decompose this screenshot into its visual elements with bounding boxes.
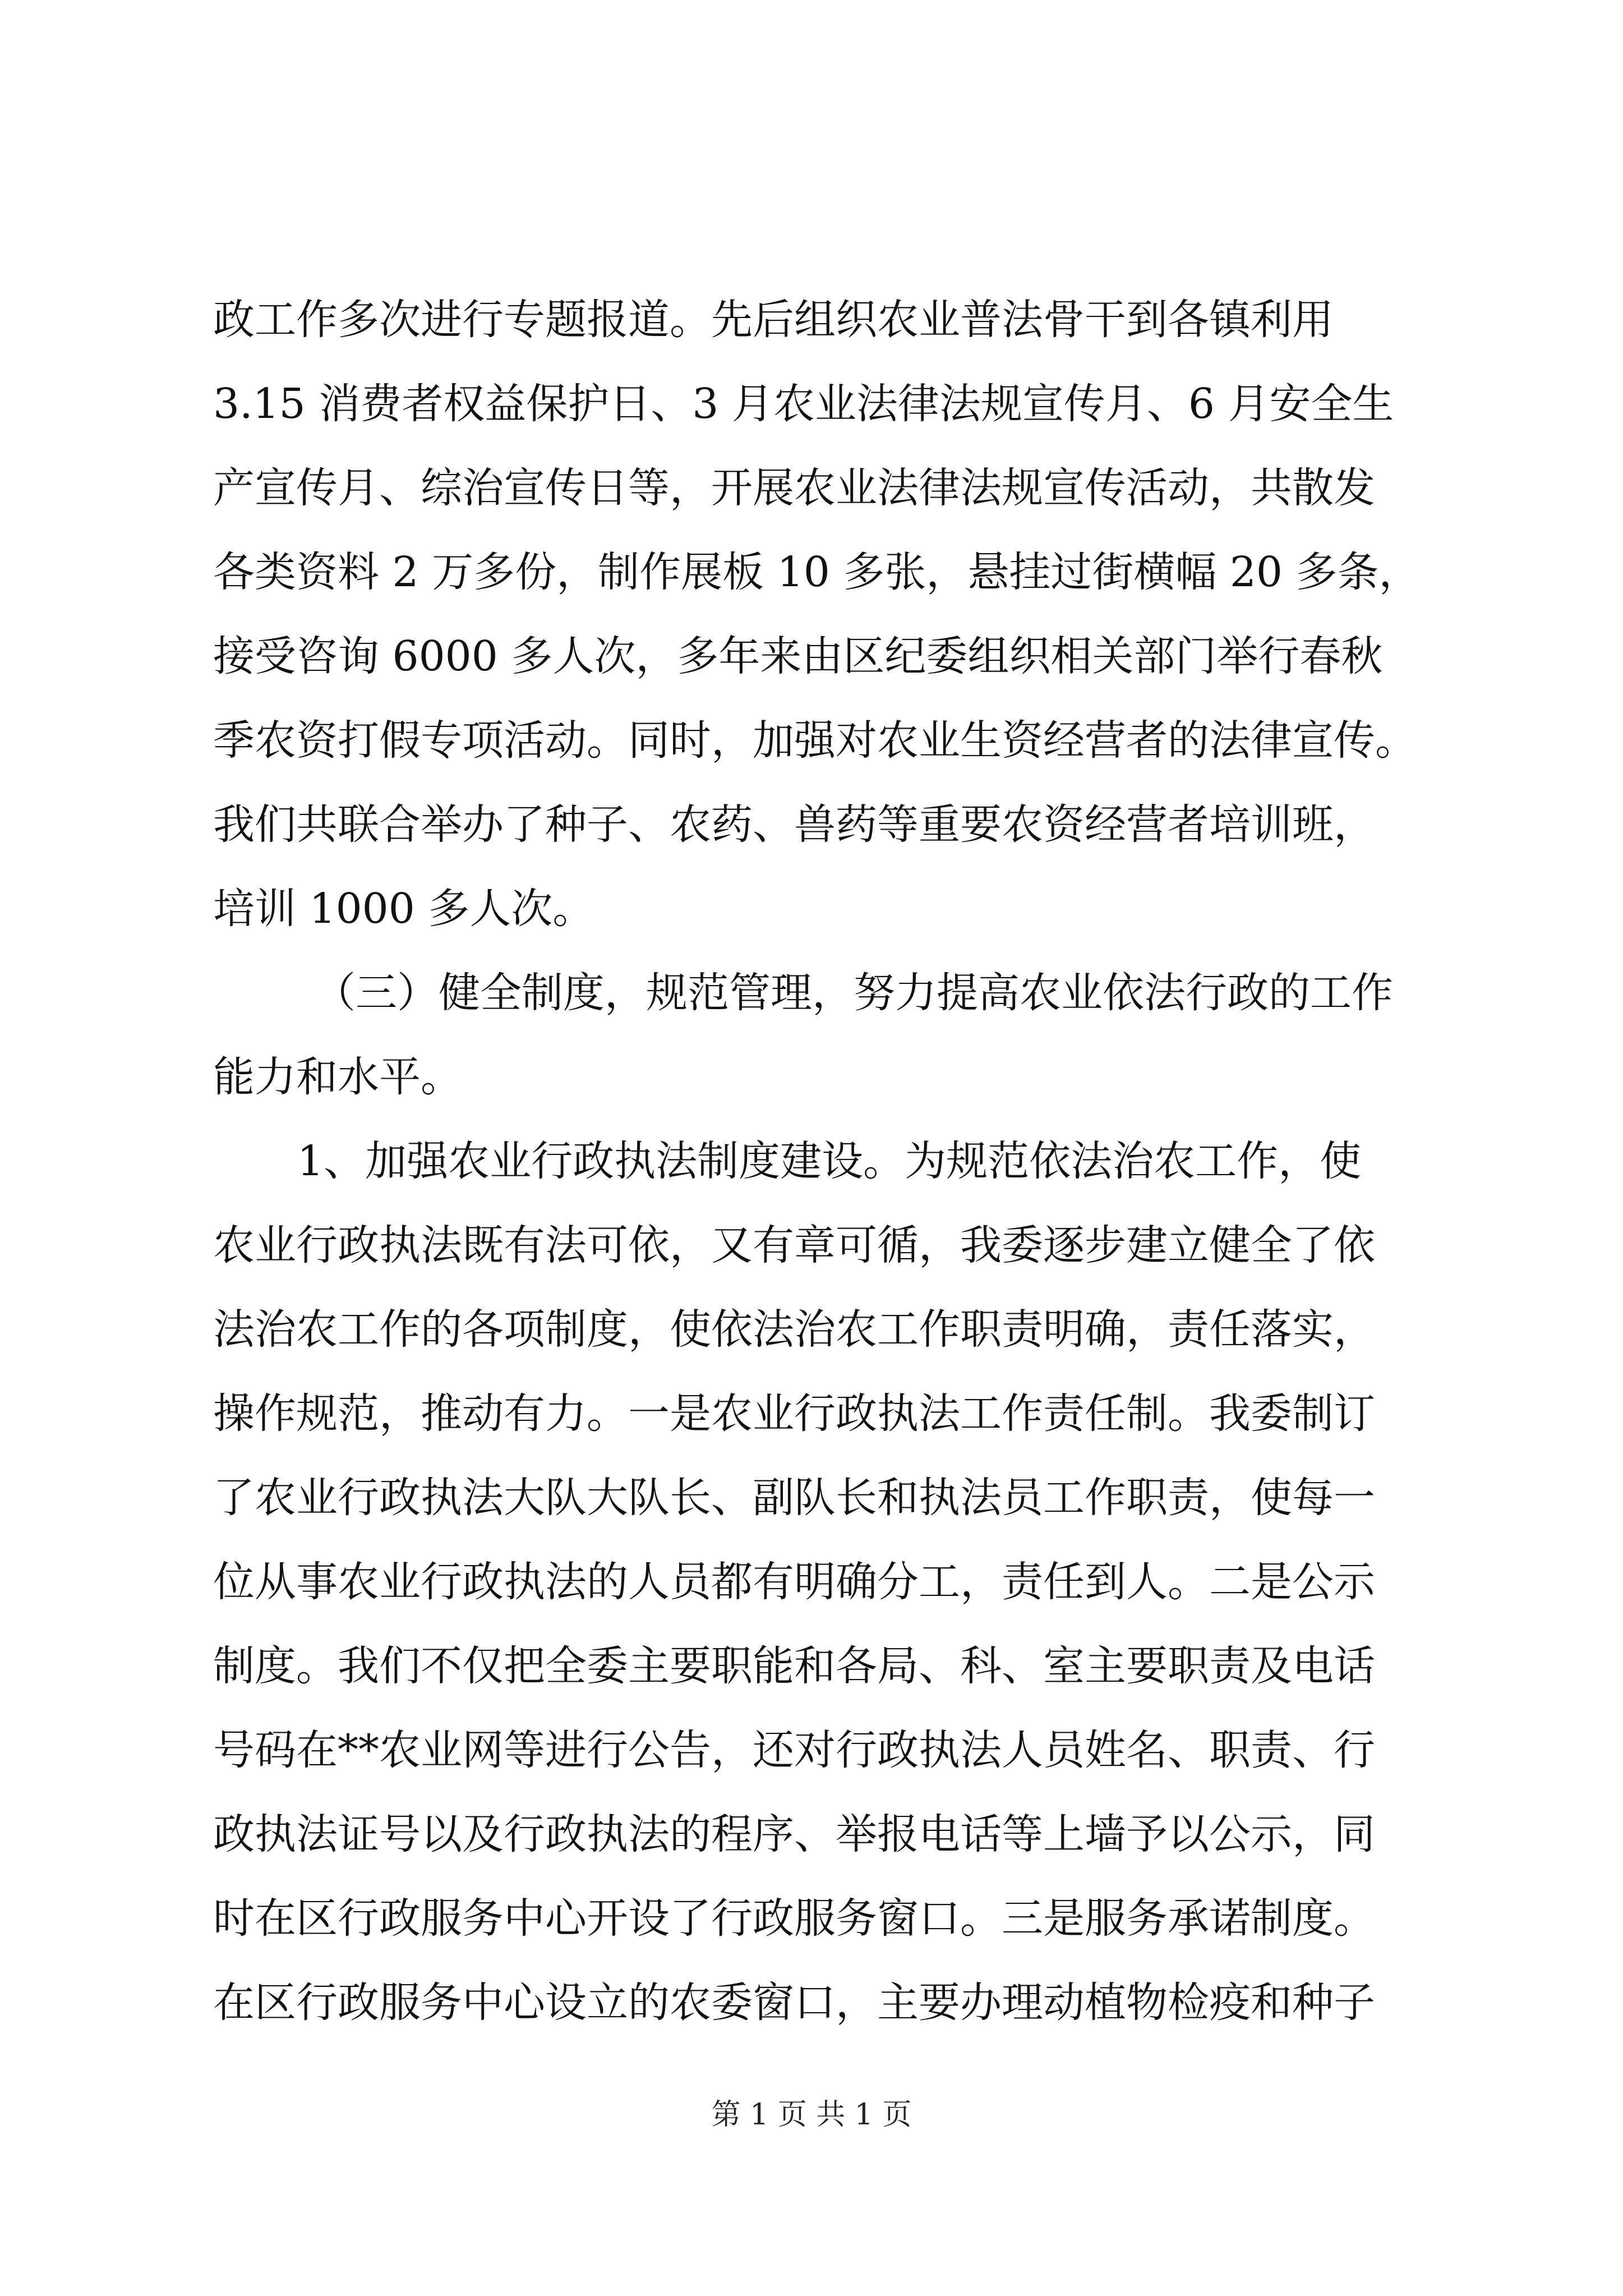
text-line: 时在区行政服务中心开设了行政服务窗口。三是服务承诺制度。 [213, 1894, 1375, 1943]
text-line: 位从事农业行政执法的人员都有明确分工，责任到人。二是公示 [213, 1558, 1375, 1606]
text-line: 3.15 消费者权益保护日、3 月农业法律法规宣传月、6 月安全生 [213, 380, 1394, 428]
text-line: 农业行政执法既有法可依，又有章可循，我委逐步建立健全了依 [213, 1221, 1375, 1269]
text-line: 法治农工作的各项制度，使依法治农工作职责明确，责任落实， [213, 1305, 1375, 1354]
text-line: 政执法证号以及行政执法的程序、举报电话等上墙予以公示，同 [213, 1810, 1375, 1858]
text-line: 制度。我们不仅把全委主要职能和各局、科、室主要职责及电话 [213, 1642, 1375, 1690]
section-heading-line: （三）健全制度，规范管理，努力提高农业依法行政的工作 [314, 969, 1393, 1017]
section-heading-line: 能力和水平。 [213, 1053, 462, 1101]
paragraph-first-line: 1、加强农业行政执法制度建设。为规范依法治农工作，使 [297, 1137, 1362, 1185]
text-line: 各类资料 2 万多份，制作展板 10 多张，悬挂过街横幅 20 多条， [213, 548, 1421, 596]
text-line: 培训 1000 多人次。 [213, 885, 594, 933]
page-number-footer: 第 1 页 共 1 页 [711, 2098, 912, 2132]
text-line: 了农业行政执法大队大队长、副队长和执法员工作职责，使每一 [213, 1474, 1375, 1522]
text-line: 政工作多次进行专题报道。先后组织农业普法骨干到各镇利用 [213, 296, 1334, 344]
text-line: 我们共联合举办了种子、农药、兽药等重要农资经营者培训班， [213, 800, 1375, 849]
text-line: 产宣传月、综治宣传日等，开展农业法律法规宣传活动，共散发 [213, 464, 1375, 512]
text-line: 操作规范，推动有力。一是农业行政执法工作责任制。我委制订 [213, 1389, 1375, 1438]
text-line: 季农资打假专项活动。同时，加强对农业生资经营者的法律宣传。 [213, 716, 1417, 765]
text-line: 接受咨询 6000 多人次，多年来由区纪委组织相关部门举行春秋 [213, 632, 1383, 680]
text-line: 在区行政服务中心设立的农委窗口，主要办理动植物检疫和种子 [213, 1978, 1375, 2027]
text-line: 号码在**农业网等进行公告，还对行政执法人员姓名、职责、行 [213, 1726, 1375, 1774]
